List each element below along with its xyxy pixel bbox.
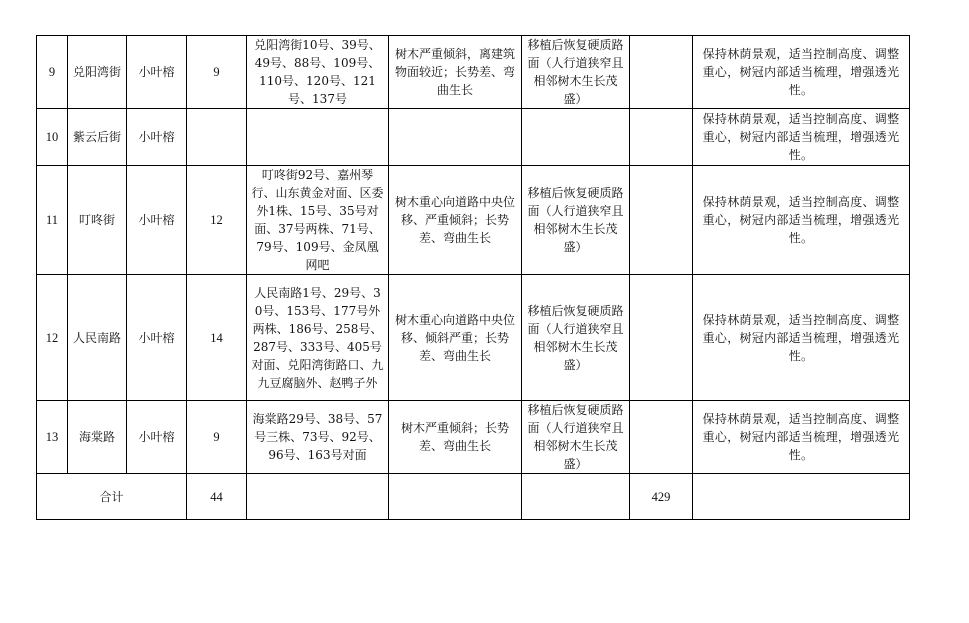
tree-species: 小叶榕 bbox=[127, 401, 187, 474]
maintenance-note: 保持林荫景观，适当控制高度、调整重心，树冠内部适当梳理，增强透光性。 bbox=[693, 109, 910, 166]
tree-count: 14 bbox=[187, 275, 247, 401]
tree-species: 小叶榕 bbox=[127, 275, 187, 401]
total-row bbox=[37, 474, 910, 520]
tree-species: 小叶榕 bbox=[127, 109, 187, 166]
tree-species: 小叶榕 bbox=[127, 166, 187, 275]
tree-problem: 树木重心向道路中央位移、严重倾斜；长势差、弯曲生长 bbox=[389, 166, 522, 275]
tree-problem: 树木严重倾斜，离建筑物面较近；长势差、弯曲生长 bbox=[389, 36, 522, 109]
street-name: 兑阳湾街 bbox=[68, 36, 127, 109]
treatment-measure: 移植后恢复硬质路面（人行道狭窄且相邻树木生长茂盛） bbox=[522, 36, 630, 109]
maintenance-note: 保持林荫景观，适当控制高度、调整重心，树冠内部适当梳理，增强透光性。 bbox=[693, 401, 910, 474]
tree-locations bbox=[247, 109, 389, 166]
tree-problem: 树木严重倾斜；长势差、弯曲生长 bbox=[389, 401, 522, 474]
table-row bbox=[37, 275, 910, 401]
total-empty-cell bbox=[522, 474, 630, 520]
table-row bbox=[37, 36, 910, 109]
row-number: 13 bbox=[37, 401, 68, 474]
treatment-measure: 移植后恢复硬质路面（人行道狭窄且相邻树木生长茂盛） bbox=[522, 166, 630, 275]
street-name: 人民南路 bbox=[68, 275, 127, 401]
tree-count: 9 bbox=[187, 401, 247, 474]
total-empty-cell bbox=[389, 474, 522, 520]
tree-locations: 叮咚街92号、嘉州琴行、山东黄金对面、区委外1株、15号、35号对面、37号两株、71号、79号、109号、金凤凰网吧 bbox=[247, 166, 389, 275]
tree-count: 12 bbox=[187, 166, 247, 275]
total-label: 合计 bbox=[37, 474, 187, 520]
treatment-measure: 移植后恢复硬质路面（人行道狭窄且相邻树木生长茂盛） bbox=[522, 275, 630, 401]
treatment-measure: 移植后恢复硬质路面（人行道狭窄且相邻树木生长茂盛） bbox=[522, 401, 630, 474]
row-number: 10 bbox=[37, 109, 68, 166]
tree-problem: 树木重心向道路中央位移、倾斜严重；长势差、弯曲生长 bbox=[389, 275, 522, 401]
area-value bbox=[630, 275, 693, 401]
maintenance-note: 保持林荫景观，适当控制高度、调整重心，树冠内部适当梳理，增强透光性。 bbox=[693, 36, 910, 109]
table-row bbox=[37, 109, 910, 166]
row-number: 12 bbox=[37, 275, 68, 401]
area-value bbox=[630, 401, 693, 474]
row-number: 9 bbox=[37, 36, 68, 109]
tree-count: 9 bbox=[187, 36, 247, 109]
tree-locations: 海棠路29号、38号、57号三株、73号、92号、96号、163号对面 bbox=[247, 401, 389, 474]
table-row bbox=[37, 166, 910, 275]
table-row bbox=[37, 401, 910, 474]
tree-count bbox=[187, 109, 247, 166]
total-empty-cell bbox=[247, 474, 389, 520]
total-empty-cell bbox=[693, 474, 910, 520]
total-area: 429 bbox=[630, 474, 693, 520]
area-value bbox=[630, 109, 693, 166]
tree-locations: 人民南路1号、29号、30号、153号、177号外两株、186号、258号、287号、333号、405号对面、兑阳湾街路口、九九豆腐脑外、赵鸭子外 bbox=[247, 275, 389, 401]
street-name: 紫云后街 bbox=[68, 109, 127, 166]
tree-removal-table bbox=[36, 35, 910, 520]
treatment-measure bbox=[522, 109, 630, 166]
maintenance-note: 保持林荫景观，适当控制高度、调整重心，树冠内部适当梳理，增强透光性。 bbox=[693, 166, 910, 275]
tree-problem bbox=[389, 109, 522, 166]
maintenance-note: 保持林荫景观，适当控制高度、调整重心，树冠内部适当梳理，增强透光性。 bbox=[693, 275, 910, 401]
area-value bbox=[630, 36, 693, 109]
tree-species: 小叶榕 bbox=[127, 36, 187, 109]
total-count: 44 bbox=[187, 474, 247, 520]
street-name: 海棠路 bbox=[68, 401, 127, 474]
tree-removal-table-page bbox=[36, 35, 910, 520]
street-name: 叮咚街 bbox=[68, 166, 127, 275]
area-value bbox=[630, 166, 693, 275]
tree-locations: 兑阳湾街10号、39号、49号、88号、109号、110号、120号、121号、137号 bbox=[247, 36, 389, 109]
row-number: 11 bbox=[37, 166, 68, 275]
